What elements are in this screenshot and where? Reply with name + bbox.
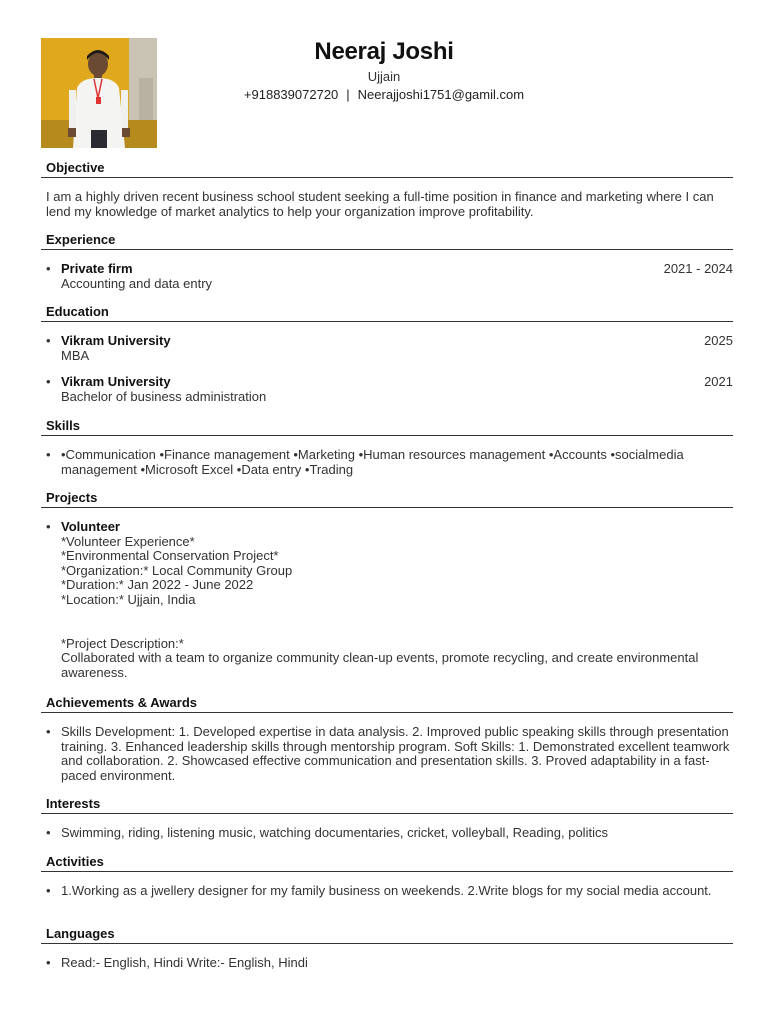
project-line: *Environmental Conservation Project* <box>61 548 279 564</box>
skills-section <box>41 417 733 477</box>
education-item <box>41 334 733 363</box>
section-title-skills: Skills <box>41 417 733 436</box>
activities-section <box>41 853 733 899</box>
candidate-name: Neeraj Joshi <box>314 38 454 65</box>
bullet: • <box>46 883 51 898</box>
education-org: Vikram University <box>61 333 171 348</box>
contact-separator: | <box>346 87 350 102</box>
bullet: • <box>46 825 51 840</box>
experience-item <box>41 262 733 291</box>
achievements-section <box>41 694 733 783</box>
objective-section <box>41 159 733 219</box>
experience-org: Private firm <box>61 261 133 276</box>
skills-item <box>41 448 733 477</box>
section-title-experience: Experience <box>41 231 733 250</box>
interests-text: Swimming, riding, listening music, watching documentaries, cricket, volleyball, Reading, politics <box>61 825 608 840</box>
activities-item <box>41 884 733 899</box>
education-org: Vikram University <box>61 374 171 390</box>
achievements-item <box>41 725 733 783</box>
bullet: • <box>46 333 51 348</box>
experience-date: 2021 - 2024 <box>663 261 733 276</box>
objective-text: I am a highly driven recent business school student seeking a full-time position in finance and marketing where I can lend my knowledge of market analytics to help your organization improve profitability. <box>46 189 714 219</box>
candidate-city: Ujjain <box>367 69 401 84</box>
project-item <box>41 520 733 680</box>
bullet: • <box>46 519 51 534</box>
education-section <box>41 303 733 404</box>
section-title-interests: Interests <box>41 795 733 814</box>
projects-section <box>41 489 733 680</box>
education-date: 2021 <box>704 374 733 390</box>
email-address: Neerajjoshi1751@gamil.com <box>357 87 525 102</box>
languages-text: Read:- English, Hindi Write:- English, Hindi <box>61 955 308 970</box>
bullet: • <box>46 955 51 970</box>
bullet: • <box>46 261 51 276</box>
education-item <box>41 375 733 404</box>
section-title-education: Education <box>41 303 733 322</box>
interests-section <box>41 795 733 841</box>
achievements-text: Skills Development: 1. Developed expertise in data analysis. 2. Improved public speaking skills through presentation training. 3. Enhanced leadership skills through mentorship program. Soft Skills: 1. Demonstrated excellent teamwork and collaboration. 2. Showcased effective communication and presentation skills. 3. Proved adaptability in a fast-paced environment. <box>61 724 730 783</box>
experience-section <box>41 231 733 291</box>
contact-line <box>0 87 768 102</box>
education-date: 2025 <box>704 333 733 348</box>
project-name: Volunteer <box>61 519 120 534</box>
project-description: Collaborated with a team to organize community clean-up events, promote recycling, and create environmental awareness. <box>61 650 699 680</box>
phone-number: +918839072720 <box>243 87 339 102</box>
experience-desc: Accounting and data entry <box>61 275 213 291</box>
project-line: *Volunteer Experience* <box>61 533 195 549</box>
languages-item <box>41 956 733 971</box>
section-title-achievements: Achievements & Awards <box>41 694 733 713</box>
interests-item <box>41 826 733 841</box>
skills-text: •Communication •Finance management •Marketing •Human resources management •Accounts •socialmedia management •Microsoft Excel •Data entry •Trading <box>61 447 684 477</box>
bullet: • <box>46 374 51 390</box>
project-line: *Duration:* Jan 2022 - June 2022 <box>61 577 254 593</box>
project-description-label: *Project Description:* <box>61 635 184 651</box>
section-title-objective: Objective <box>41 159 733 178</box>
education-desc: Bachelor of business administration <box>61 388 267 404</box>
project-line: *Organization:* Local Community Group <box>61 562 293 578</box>
section-title-activities: Activities <box>41 853 733 872</box>
bullet: • <box>46 724 51 739</box>
education-desc: MBA <box>61 347 90 363</box>
project-line: *Location:* Ujjain, India <box>61 591 196 607</box>
section-title-languages: Languages <box>41 925 733 944</box>
languages-section <box>41 925 733 971</box>
bullet: • <box>46 447 51 462</box>
section-title-projects: Projects <box>41 489 733 508</box>
activities-text: 1.Working as a jwellery designer for my family business on weekends. 2.Write blogs for my social media account. <box>61 883 712 898</box>
